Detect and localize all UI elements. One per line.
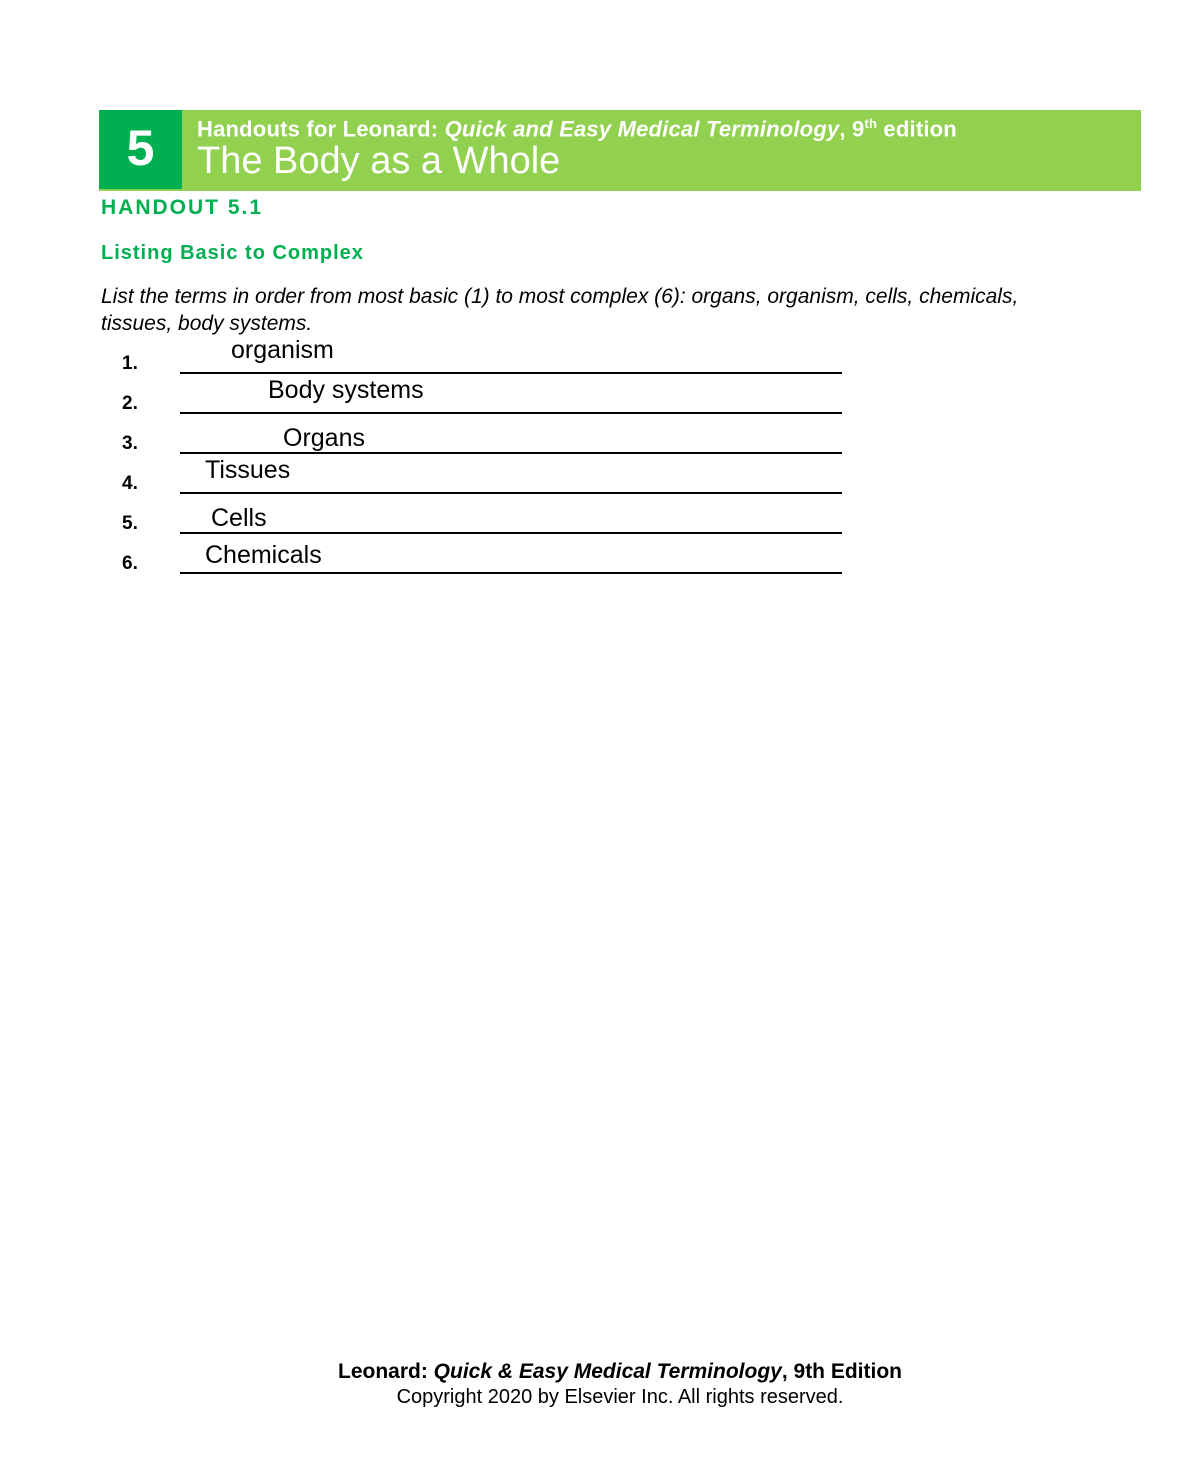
book-title: Quick and Easy Medical Terminology bbox=[444, 116, 840, 142]
answer-line-4 bbox=[180, 492, 842, 494]
answer-4[interactable]: Tissues bbox=[205, 456, 291, 484]
section-title: Listing Basic to Complex bbox=[101, 242, 364, 264]
instructions: List the terms in order from most basic (1) to most complex (6): organs, organism, cells, chemicals, tissues, body systems. bbox=[101, 285, 1019, 335]
footer-citation: Leonard: Quick & Easy Medical Terminology, 9th Edition bbox=[338, 1360, 902, 1383]
answer-6[interactable]: Chemicals bbox=[205, 541, 322, 569]
item-number-2: 2. bbox=[122, 393, 138, 414]
item-number-1: 1. bbox=[122, 353, 138, 374]
answer-line-2 bbox=[180, 412, 842, 414]
answer-line-6 bbox=[180, 572, 842, 574]
answer-line-5 bbox=[180, 532, 842, 534]
answer-3[interactable]: Organs bbox=[283, 424, 365, 452]
item-number-5: 5. bbox=[122, 513, 138, 534]
chapter-number: 5 bbox=[99, 110, 182, 189]
item-number-4: 4. bbox=[122, 473, 138, 494]
item-number-3: 3. bbox=[122, 433, 138, 454]
footer-copyright: Copyright 2020 by Elsevier Inc. All rights reserved. bbox=[396, 1386, 844, 1408]
answer-1[interactable]: organism bbox=[231, 336, 334, 364]
header-kicker: Handouts for Leonard: Quick and Easy Medical Terminology, 9th edition bbox=[197, 116, 957, 142]
page-title: The Body as a Whole bbox=[197, 140, 561, 182]
answer-line-1 bbox=[180, 372, 842, 374]
answer-5[interactable]: Cells bbox=[211, 504, 267, 532]
item-number-6: 6. bbox=[122, 553, 138, 574]
header-band bbox=[99, 110, 1141, 191]
handout-label: HANDOUT 5.1 bbox=[101, 196, 264, 219]
answer-2[interactable]: Body systems bbox=[268, 376, 424, 404]
answer-line-3 bbox=[180, 452, 842, 454]
